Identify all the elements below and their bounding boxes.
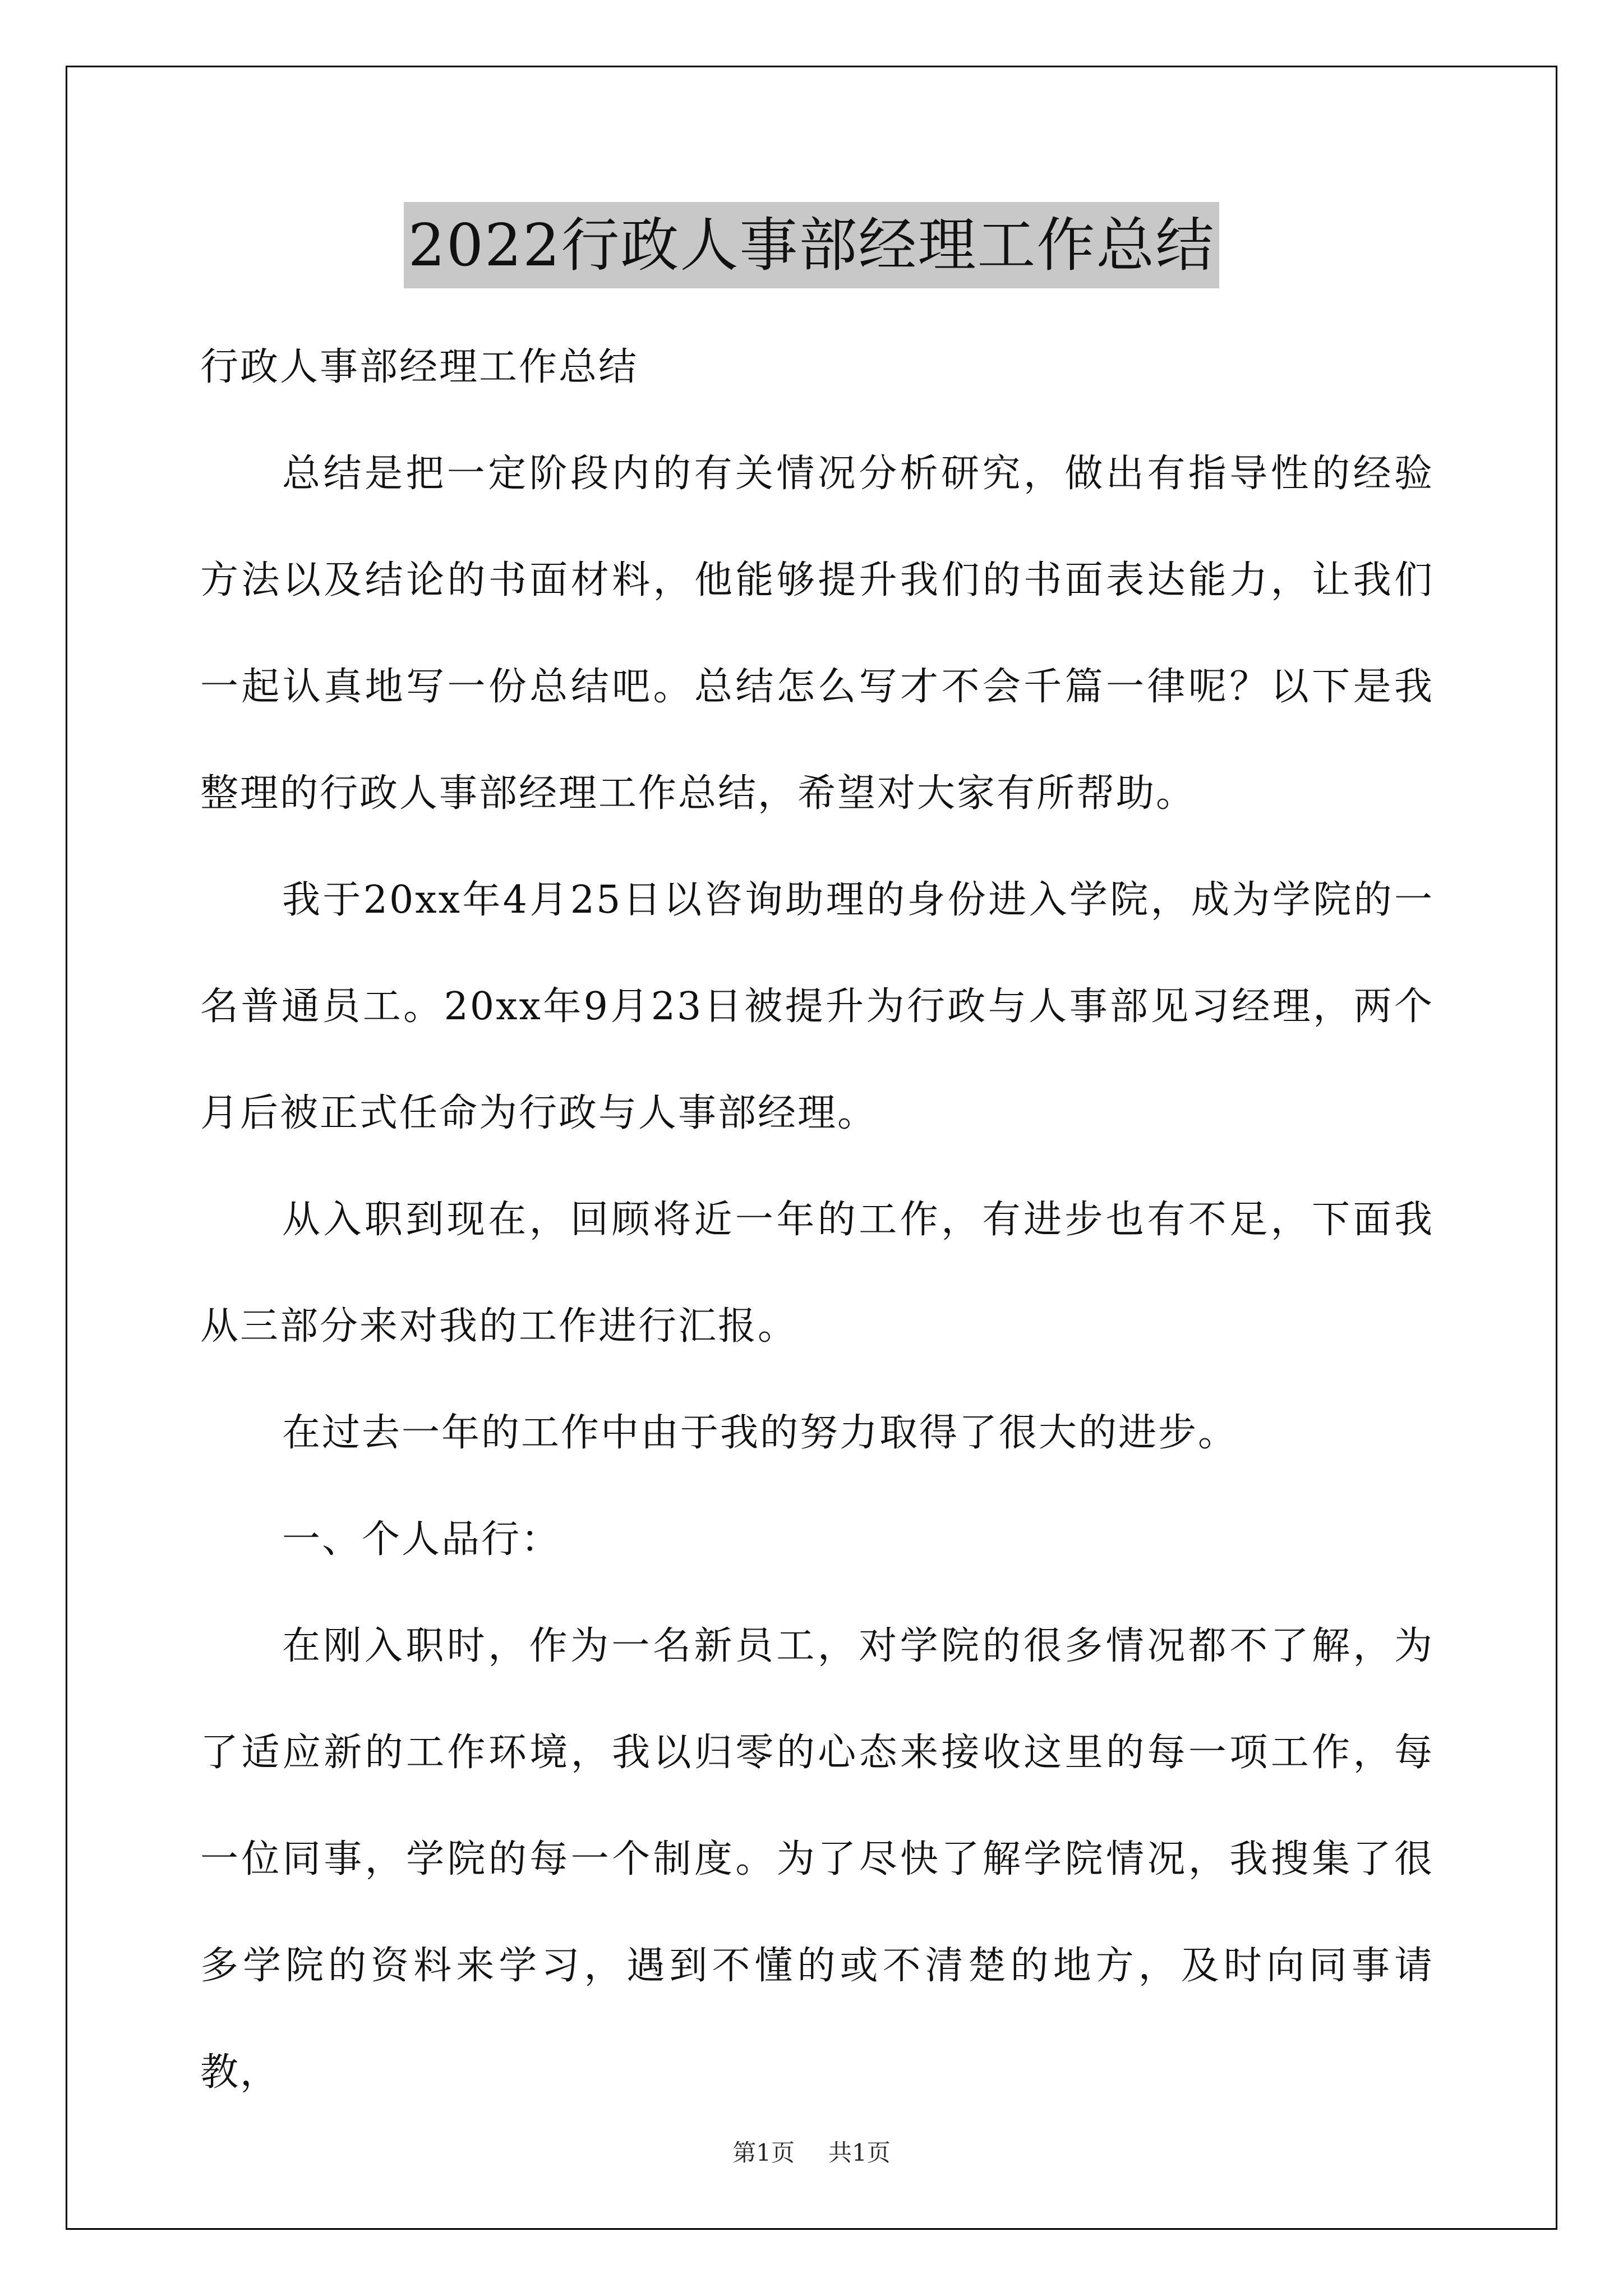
paragraph: 在过去一年的工作中由于我的努力取得了很大的进步。 [282, 1411, 1238, 1455]
document-body [200, 314, 1434, 2126]
page-footer [0, 2136, 1623, 2170]
paragraph: 在刚入职时，作为一名新员工，对学院的很多情况都不了解，为了适应新的工作环境，我以归零的心态来接收这里的每一项工作，每一位同事，学院的每一个制度。为了尽快了解学院情况，我搜集了很多学院的资料来学习，遇到不懂的或不清楚的地方，及时向同事请教， [200, 1624, 1434, 2095]
document-title: 2022行政人事部经理工作总结 [404, 202, 1220, 288]
page-total: 共1页 [828, 2139, 891, 2166]
page-number: 第1页 [732, 2139, 795, 2166]
paragraph: 我于20xx年4月25日以咨询助理的身份进入学院，成为学院的一名普通员工。20xx年9月23日被提升为行政与人事部见习经理，两个月后被正式任命为行政与人事部经理。 [200, 878, 1434, 1135]
section-heading: 一、个人品行： [282, 1517, 561, 1562]
paragraph: 从入职到现在，回顾将近一年的工作，有进步也有不足，下面我从三部分来对我的工作进行汇报。 [200, 1198, 1434, 1349]
document-subtitle: 行政人事部经理工作总结 [200, 345, 639, 389]
paragraph: 总结是把一定阶段内的有关情况分析研究，做出有指导性的经验方法以及结论的书面材料，他能够提升我们的书面表达能力，让我们一起认真地写一份总结吧。总结怎么写才不会千篇一律呢？以下是我整理的行政人事部经理工作总结，希望对大家有所帮助。 [200, 452, 1434, 816]
title-container [0, 202, 1623, 288]
